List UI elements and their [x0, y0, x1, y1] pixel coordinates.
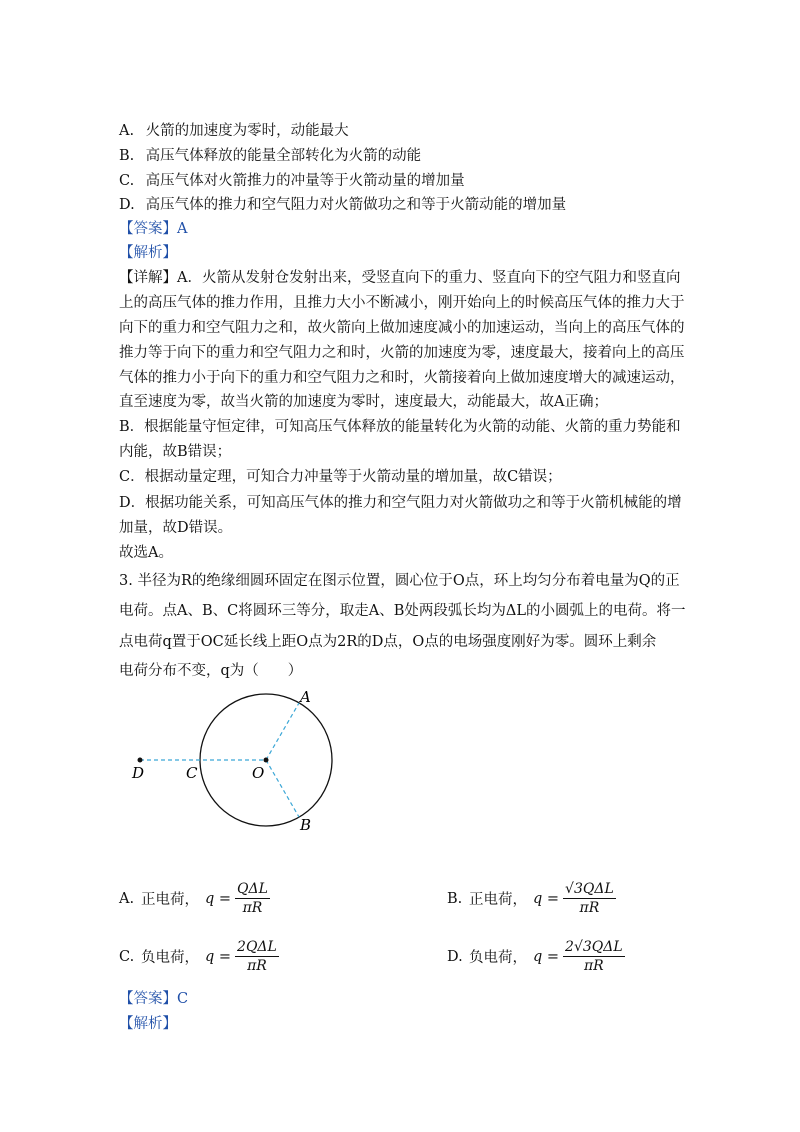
q2-detail-line: B．根据能量守恒定律，可知高压气体释放的能量转化为火箭的动能、火箭的重力势能和 [119, 419, 681, 435]
q2-detail-line: 故选A。 [119, 545, 173, 561]
q2-detail-line: 直至速度为零，故当火箭的加速度为零时，速度最大，动能最大，故A正确； [119, 394, 608, 410]
label-c: C [186, 764, 198, 782]
fraction: $\frac{\text{2QΔL}}{\pi R}$ [237, 939, 277, 974]
q3-option-a: A. 正电荷， q = $\frac{\text{QΔL}}{\pi R}$ [119, 881, 268, 916]
fraction: $\frac{\text{√3QΔL}}{\pi R}$ [565, 881, 614, 916]
fraction: $\frac{\text{QΔL}}{\pi R}$ [237, 881, 268, 916]
label-a: A [300, 688, 311, 706]
q2-option-b: B. 高压气体释放的能量全部转化为火箭的动能 [119, 148, 422, 164]
q2-option-c: C. 高压气体对火箭推力的冲量等于火箭动量的增加量 [119, 173, 465, 189]
label-o: O [252, 764, 265, 782]
q2-detail-line: 推力等于向下的重力和空气阻力之和时，火箭的加速度为零，速度最大，接着向上的高压 [119, 345, 685, 361]
q3-option-b: B. 正电荷， q = $\frac{\text{√3QΔL}}{\pi R}$ [447, 881, 614, 916]
q2-analysis-label: 【解析】 [119, 245, 177, 261]
label-b: B [300, 816, 312, 834]
dashed-line-ob [266, 760, 299, 817]
q3-analysis-label: 【解析】 [119, 1016, 177, 1032]
q2-detail-line: 【详解】A．火箭从发射仓发射出来，受竖直向下的重力、竖直向下的空气阻力和竖直向 [119, 270, 681, 286]
fraction: $\frac{\text{2√3QΔL}}{\pi R}$ [565, 939, 623, 974]
q2-option-a: A. 火箭的加速度为零时，动能最大 [119, 123, 349, 139]
label-d: D [132, 764, 145, 782]
q3-stem-line-3: 点电荷q置于OC延长线上距O点为2R的D点，O点的电场强度刚好为零。圆环上剩余 [119, 634, 657, 650]
q3-option-c: C. 负电荷， q = $\frac{\text{2QΔL}}{\pi R}$ [119, 939, 277, 974]
q2-detail-line: D．根据功能关系，可知高压气体的推力和空气阻力对火箭做功之和等于火箭机械能的增 [119, 495, 682, 511]
q2-detail-line: 加量，故D错误。 [119, 520, 233, 536]
q3-stem-line-4: 电荷分布不变，q为（ ） [119, 663, 303, 679]
q2-detail-line: 上的高压气体的推力作用，且推力大小不断减小，刚开始向上的时候高压气体的推力大于 [119, 295, 685, 311]
q3-stem-line-1: 3. 半径为R的绝缘细圆环固定在图示位置，圆心位于O点，环上均匀分布着电量为Q的正 [119, 573, 680, 589]
q2-detail-line: 内能，故B错误； [119, 444, 232, 460]
point-d-dot [138, 758, 143, 763]
dashed-line-oa [266, 703, 299, 760]
q2-detail-line: 气体的推力小于向下的重力和空气阻力之和时，火箭接着向上做加速度增大的减速运动， [119, 370, 685, 386]
q2-detail-line: C．根据动量定理，可知合力冲量等于火箭动量的增加量，故C错误； [119, 469, 562, 485]
ring-figure [120, 680, 380, 840]
q2-option-d: D. 高压气体的推力和空气阻力对火箭做功之和等于火箭动能的增加量 [119, 197, 567, 213]
q3-answer: 【答案】C [119, 991, 189, 1007]
q2-detail-line: 向下的重力和空气阻力之和，故火箭向上做加速度减小的加速运动，当向上的高压气体的 [119, 320, 685, 336]
point-o-dot [264, 758, 269, 763]
q2-answer: 【答案】A [119, 221, 188, 237]
q3-option-d: D. 负电荷， q = $\frac{\text{2√3QΔL}}{\pi R}$ [447, 939, 623, 974]
q3-stem-line-2: 电荷。点A、B、C将圆环三等分，取走A、B处两段弧长均为ΔL的小圆弧上的电荷。将一 [119, 603, 686, 619]
